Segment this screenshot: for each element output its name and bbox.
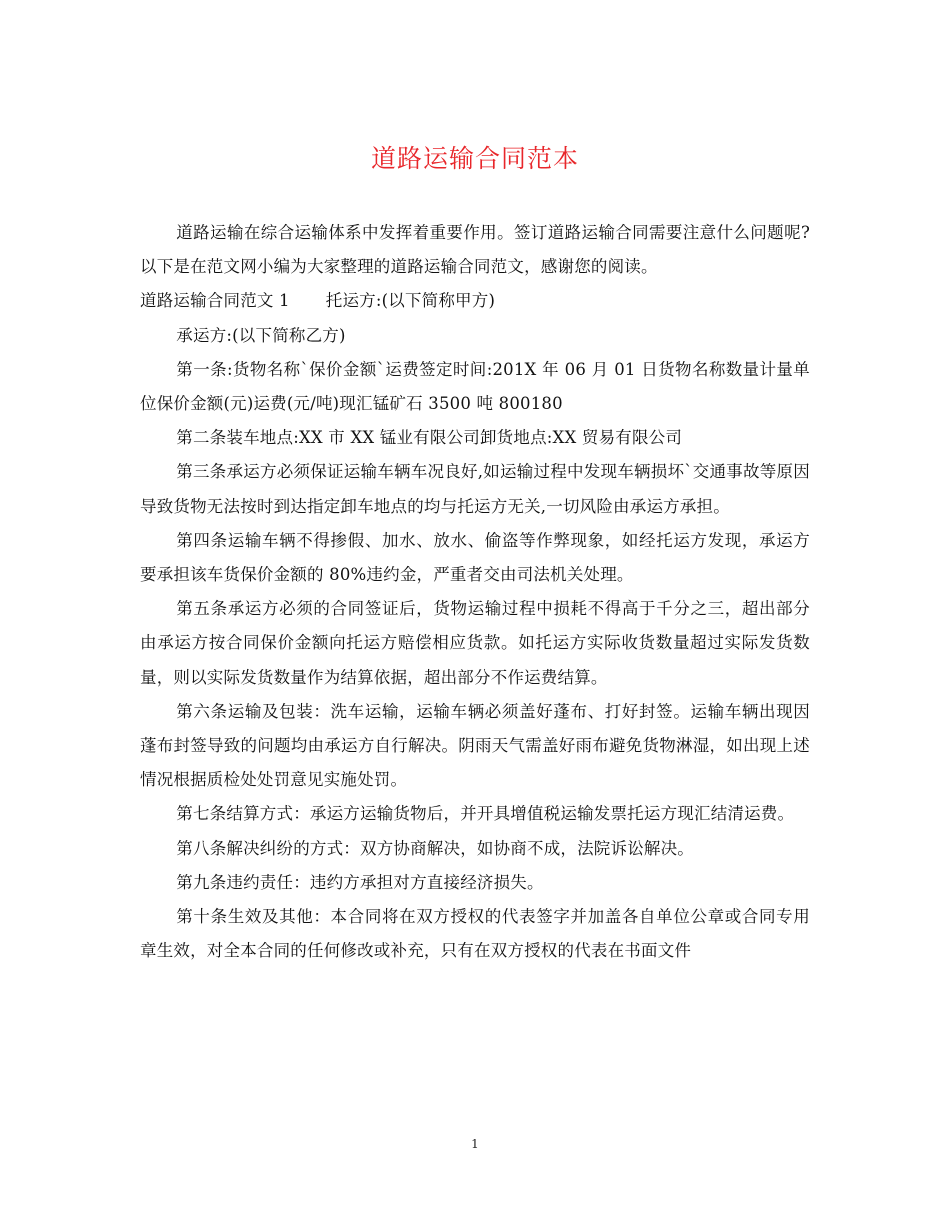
carrier-line: 承运方:(以下简称乙方) xyxy=(176,325,346,345)
clause-4: 第四条运输车辆不得掺假、加水、放水、偷盗等作弊现象，如经托运方发现，承运方要承担该车货保价金额的 80%违约金，严重者交由司法机关处理。 xyxy=(140,530,810,585)
clause-10: 第十条生效及其他：本合同将在双方授权的代表签字并加盖各自单位公章或合同专用章生效，对全本合同的任何修改或补充，只有在双方授权的代表在书面文件 xyxy=(140,907,810,961)
intro-paragraph: 道路运输在综合运输体系中发挥着重要作用。签订道路运输合同需要注意什么问题呢?以下是在范文网小编为大家整理的道路运输合同范文，感谢您的阅读。 xyxy=(140,223,810,277)
clause-9: 第九条违约责任：违约方承担对方直接经济损失。 xyxy=(176,872,544,892)
clause-6: 第六条运输及包装：洗车运输，运输车辆必须盖好蓬布、打好封签。运输车辆出现因蓬布封签导致的问题均由承运方自行解决。阴雨天气需盖好雨布避免货物淋湿，如出现上述情况根据质检处处罚意见实施处罚。 xyxy=(140,701,810,790)
clause-2: 第二条装车地点:XX 市 XX 锰业有限公司卸货地点:XX 贸易有限公司 xyxy=(176,428,683,448)
clause-5: 第五条承运方必须的合同签证后，货物运输过程中损耗不得高于千分之三，超出部分由承运方按合同保价金额向托运方赔偿相应货款。如托运方实际收货数量超过实际发货数量，则以实际发货数量作为结算依据，超出部分不作运费结算。 xyxy=(140,599,810,687)
section-heading: 道路运输合同范文 1 xyxy=(140,291,290,311)
page-number: 1 xyxy=(471,1137,479,1151)
document-title: 道路运输合同范本 xyxy=(370,144,579,173)
section-heading-line xyxy=(140,284,810,318)
shipper-line: 托运方:(以下简称甲方) xyxy=(325,291,496,311)
clause-7: 第七条结算方式：承运方运输货物后，并开具增值税运输发票托运方现汇结清运费。 xyxy=(176,804,795,824)
document-body xyxy=(140,216,810,968)
clause-8: 第八条解决纠纷的方式：双方协商解决，如协商不成，法院诉讼解决。 xyxy=(176,838,694,858)
clause-3: 第三条承运方必须保证运输车辆车况良好,如运输过程中发现车辆损坏`交通事故等原因导致货物无法按时到达指定卸车地点的均与托运方无关,一切风险由承运方承担。 xyxy=(140,462,810,516)
clause-1: 第一条:货物名称`保价金额`运费签定时间:201X 年 06 月 01 日货物名称数量计量单位保价金额(元)运费(元/吨)现汇锰矿石 3500 吨 800180 xyxy=(140,359,810,414)
